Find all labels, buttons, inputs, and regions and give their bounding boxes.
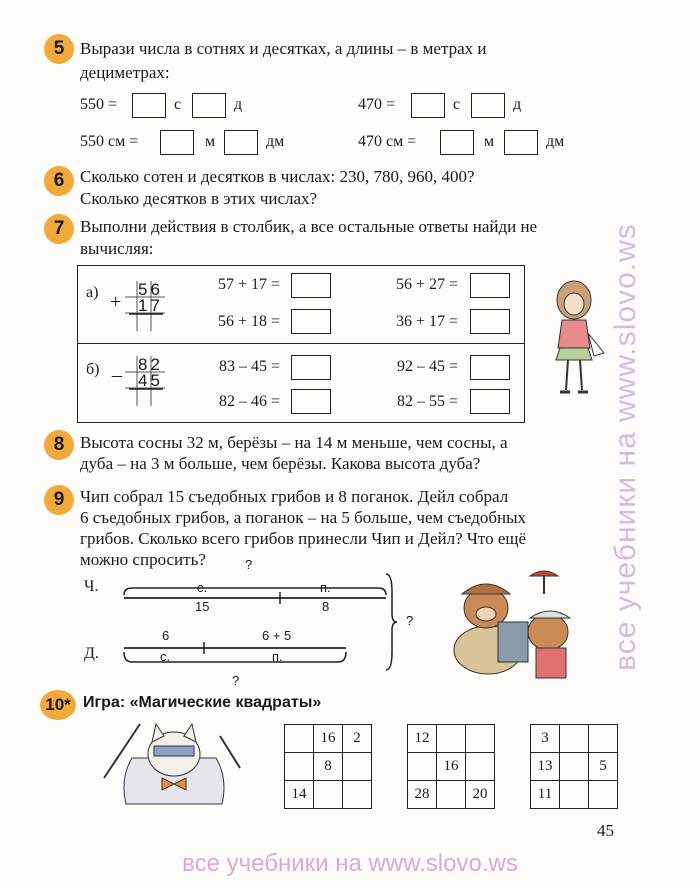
column-top-a: 56 <box>138 280 163 299</box>
expr: 92 – 45 = <box>396 358 458 375</box>
task-9-text-line2: 6 съедобных грибов, а поганок – на 5 больше, чем съедобных <box>80 508 527 527</box>
cell[interactable]: 28 <box>408 781 437 809</box>
cell[interactable]: 3 <box>531 725 560 753</box>
answer-box[interactable] <box>470 273 510 298</box>
value-6: 6 <box>162 628 170 643</box>
task-7-text-line2: вычисляя: <box>80 239 154 258</box>
task-6-text-line2: Сколько десятков в этих числах? <box>80 189 318 208</box>
cell[interactable] <box>285 753 314 781</box>
task-9-text-line1: Чип собрал 15 съедобных грибов и 8 поганок. Дейл собрал <box>80 487 509 506</box>
cell[interactable]: 8 <box>314 753 343 781</box>
task-5-number: 5 <box>44 34 74 64</box>
answer-box[interactable] <box>291 355 331 380</box>
cell[interactable] <box>343 753 372 781</box>
task-5-expr-470cm: 470 см = <box>358 133 417 150</box>
cell[interactable]: 16 <box>437 753 466 781</box>
edible-label: с. <box>160 649 171 664</box>
task-5-text-line2: дециметрах: <box>80 63 170 82</box>
task-10-title: Игра: «Магические квадраты» <box>83 694 322 711</box>
cell[interactable] <box>437 725 466 753</box>
answer-box[interactable] <box>291 389 331 414</box>
task-8-number: 8 <box>44 430 74 460</box>
answer-box[interactable] <box>224 130 258 155</box>
column-bottom-b: 45 <box>138 371 163 390</box>
chip-label: Ч. <box>84 578 99 595</box>
task-6-text-line1: Сколько сотен и десятков в числах: 230, 780, 960, 400? <box>80 167 475 186</box>
value-6-plus-5: 6 + 5 <box>262 628 292 643</box>
sum-question: ? <box>406 613 414 628</box>
dale-label: Д. <box>84 645 99 662</box>
toadstool-label: п. <box>320 580 331 595</box>
unit-label: д <box>513 96 522 113</box>
unit-label: дм <box>546 133 565 150</box>
answer-box[interactable] <box>470 355 510 380</box>
cat-illustration <box>100 718 250 806</box>
task-7-number: 7 <box>44 214 74 244</box>
cell[interactable] <box>466 753 495 781</box>
part-b-label: б) <box>86 361 100 378</box>
cell[interactable]: 2 <box>343 725 372 753</box>
cell[interactable]: 5 <box>589 753 618 781</box>
task-5-expr-550: 550 = <box>80 96 118 113</box>
unit-label: м <box>484 133 495 150</box>
unit-label: дм <box>266 133 285 150</box>
answer-box[interactable] <box>132 93 166 118</box>
answer-box[interactable] <box>291 309 331 334</box>
chip-dale-illustration <box>440 570 600 690</box>
unit-label: с <box>453 96 461 113</box>
expr: 56 + 27 = <box>395 276 458 293</box>
column-bottom-a: 17 <box>138 296 163 315</box>
task-6-number: 6 <box>44 166 74 196</box>
cell[interactable]: 12 <box>408 725 437 753</box>
cell[interactable] <box>466 725 495 753</box>
task-7-text-line1: Выполни действия в столбик, а все остальные ответы найди не <box>80 217 538 236</box>
cell[interactable] <box>560 725 589 753</box>
watermark-vertical: все учебники на www.slovo.ws <box>609 223 643 671</box>
edible-label: с. <box>197 580 208 595</box>
column-top-b: 82 <box>138 355 163 374</box>
answer-box[interactable] <box>192 93 226 118</box>
cell[interactable]: 14 <box>285 781 314 809</box>
unit-label: м <box>205 133 216 150</box>
task-9-text-line4: можно спросить? <box>80 550 206 569</box>
cell[interactable]: 20 <box>466 781 495 809</box>
task-10-number: 10* <box>40 690 76 720</box>
girl-illustration <box>538 278 610 406</box>
magic-square-1 <box>284 724 372 809</box>
answer-box[interactable] <box>504 130 538 155</box>
cell[interactable] <box>314 781 343 809</box>
plus-sign: + <box>110 291 122 313</box>
task-5-text-line1: Вырази числа в сотнях и десятках, а длины – в метрах и <box>80 39 487 58</box>
task-5-expr-470: 470 = <box>358 96 396 113</box>
unit-label: д <box>234 96 243 113</box>
expr: 82 – 55 = <box>396 393 458 410</box>
task-5-expr-550cm: 550 см = <box>80 133 139 150</box>
page-number: 45 <box>597 821 614 840</box>
cell[interactable] <box>589 781 618 809</box>
task-8-text-line2: дуба – на 3 м больше, чем берёзы. Какова высота дуба? <box>80 454 481 473</box>
cell[interactable] <box>285 725 314 753</box>
cell[interactable] <box>408 753 437 781</box>
expr: 83 – 45 = <box>218 358 280 375</box>
part-a-label: а) <box>86 284 99 301</box>
table-divider <box>77 343 525 344</box>
answer-box[interactable] <box>470 389 510 414</box>
answer-box[interactable] <box>470 309 510 334</box>
cell[interactable]: 13 <box>531 753 560 781</box>
cell[interactable] <box>343 781 372 809</box>
task-9-number: 9 <box>44 485 74 515</box>
magic-square-3 <box>530 724 618 809</box>
cell[interactable] <box>589 725 618 753</box>
watermark-bottom[interactable]: все учебники на www.slovo.ws <box>182 850 518 877</box>
total-question: ? <box>245 557 253 572</box>
total-question: ? <box>232 673 240 688</box>
cell[interactable] <box>560 781 589 809</box>
answer-box[interactable] <box>291 273 331 298</box>
answer-box[interactable] <box>411 93 445 118</box>
cell[interactable]: 11 <box>531 781 560 809</box>
cell[interactable] <box>560 753 589 781</box>
expr: 57 + 17 = <box>217 276 280 293</box>
task-9-text-line3: грибов. Сколько всего грибов принесли Чип и Дейл? Что ещё <box>80 529 527 548</box>
cell[interactable] <box>437 781 466 809</box>
answer-box[interactable] <box>471 93 505 118</box>
expr: 36 + 17 = <box>395 313 458 330</box>
task-8-text-line1: Высота сосны 32 м, берёзы – на 14 м меньше, чем сосны, а <box>80 433 508 452</box>
expr: 56 + 18 = <box>217 313 280 330</box>
magic-square-2 <box>407 724 495 809</box>
expr: 82 – 46 = <box>218 393 280 410</box>
minus-sign: – <box>112 364 122 386</box>
value-15: 15 <box>195 599 210 614</box>
answer-box[interactable] <box>440 130 474 155</box>
answer-box[interactable] <box>160 130 194 155</box>
unit-label: с <box>174 96 182 113</box>
toadstool-label: п. <box>272 649 283 664</box>
cell[interactable]: 16 <box>314 725 343 753</box>
value-8: 8 <box>322 599 330 614</box>
brace <box>384 572 398 672</box>
